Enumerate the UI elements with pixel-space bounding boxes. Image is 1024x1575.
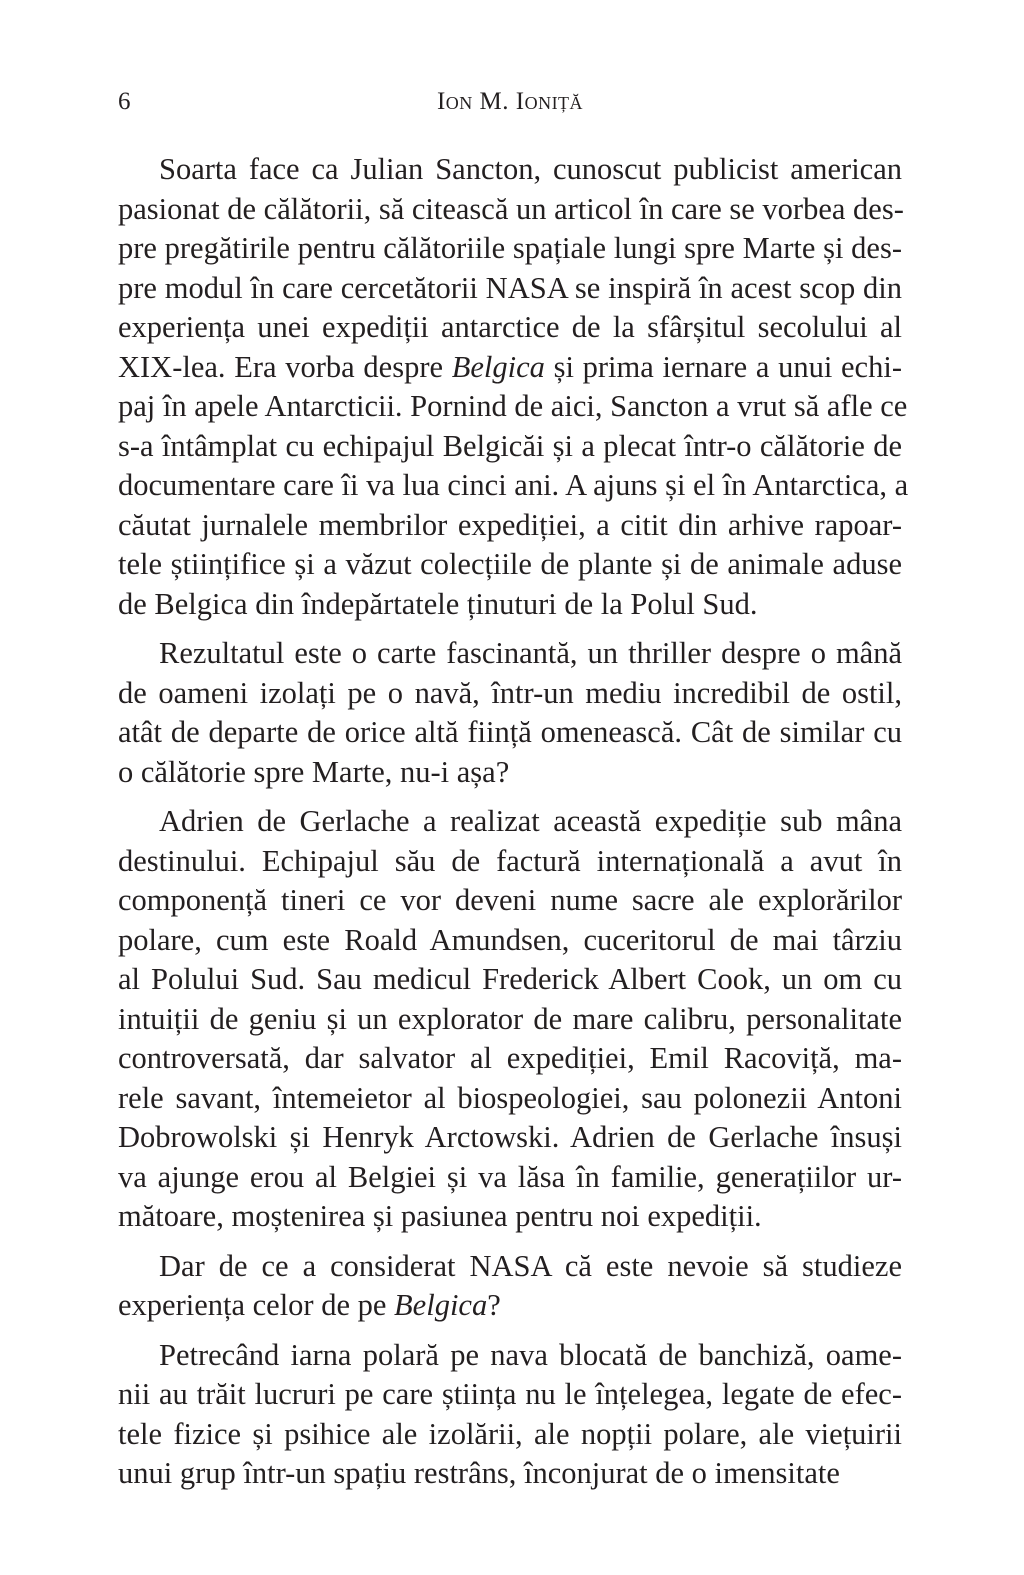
- paragraph: [118, 150, 909, 624]
- text-line: [118, 466, 909, 506]
- text-line: [118, 674, 902, 714]
- text-line: [118, 269, 902, 309]
- italic-title: Belgica: [394, 1288, 488, 1322]
- text-line: [118, 1000, 902, 1040]
- line-segment: unui grup într-un spațiu restrâns, înconjurat de o imensitate: [118, 1456, 840, 1490]
- line-segment: al Polului Sud. Sau medicul Frederick Albert Cook, un om cu: [118, 962, 902, 996]
- italic-title: Belgica: [451, 349, 545, 384]
- paragraph: [118, 1336, 902, 1494]
- line-segment: paj în apele Antarcticii. Pornind de aici, Sancton a vrut să afle ce: [118, 389, 908, 423]
- line-segment: s-a întâmplat cu echipajul Belgicăi și a plecat într-o călătorie de: [118, 428, 902, 463]
- line-segment: tele științifice și a văzut colecțiile de plante și de animale aduse: [118, 547, 902, 581]
- line-segment: experiența celor de pe: [118, 1288, 395, 1322]
- line-segment: Dobrowolski și Henryk Arctowski. Adrien de Gerlache însuși: [118, 1120, 902, 1154]
- line-segment: controversată, dar salvator al expediției, Emil Racoviță, ma-: [118, 1041, 902, 1075]
- body-text: [118, 150, 909, 1504]
- text-line: [118, 1375, 902, 1415]
- line-segment: mătoare, moștenirea și pasiunea pentru noi expediții.: [118, 1199, 762, 1233]
- paragraph: [118, 1247, 902, 1326]
- text-line: [118, 1158, 902, 1198]
- line-segment: Dar de ce a considerat NASA că este nevoie să studieze: [159, 1248, 902, 1283]
- text-line: [118, 506, 902, 546]
- line-segment: documentare care îi va lua cinci ani. A ajuns și el în Antarctica, a: [118, 468, 909, 502]
- text-line: [118, 1079, 902, 1119]
- text-line: [118, 713, 902, 753]
- paragraph: [118, 802, 902, 1237]
- line-segment: Petrecând iarna polară pe nava blocată de banchiză, oame-: [159, 1337, 902, 1372]
- text-line: [118, 1247, 902, 1287]
- line-segment: experiența unei expediții antarctice de la sfârșitul secolului al: [118, 310, 902, 344]
- running-header: [118, 82, 902, 122]
- text-line: [118, 387, 908, 427]
- line-segment: căutat jurnalele membrilor expediției, a citit din arhive rapoar-: [118, 507, 902, 542]
- line-segment: va ajunge erou al Belgiei și va lăsa în familie, generațiilor ur-: [118, 1159, 902, 1194]
- line-segment: nii au trăit lucruri pe care știința nu le înțelegea, legate de efec-: [118, 1377, 902, 1411]
- text-line: [118, 229, 902, 269]
- line-segment: intuiții de geniu și un explorator de mare calibru, personalitate: [118, 1001, 902, 1036]
- text-line: [118, 1039, 902, 1079]
- text-line: [118, 308, 902, 348]
- text-line: [118, 753, 902, 793]
- line-segment: pasionat de călătorii, să citească un articol în care se vorbea des-: [118, 191, 904, 226]
- author-name: Ion M. Ioniță: [436, 88, 584, 115]
- line-segment: și prima iernare a unui echi-: [544, 349, 902, 384]
- text-line: [118, 960, 902, 1000]
- line-segment: Soarta face ca Julian Sancton, cunoscut publicist american: [159, 152, 902, 186]
- text-line: [118, 150, 902, 190]
- text-line: [118, 1336, 902, 1376]
- line-segment: atât de departe de orice altă ființă omenească. Cât de similar cu: [118, 715, 902, 749]
- line-segment: tele fizice și psihice ale izolării, ale nopții polare, ale viețuirii: [118, 1416, 902, 1451]
- text-line: [118, 802, 902, 842]
- text-line: [118, 1454, 902, 1494]
- paragraph: [118, 634, 902, 792]
- line-segment: componență tineri ce vor deveni nume sacre ale explorărilor: [118, 883, 902, 917]
- text-line: [118, 190, 902, 230]
- line-segment: o călătorie spre Marte, nu-i așa?: [118, 754, 510, 789]
- line-segment: ?: [487, 1288, 501, 1322]
- text-line: [118, 427, 902, 467]
- line-segment: pre modul în care cercetătorii NASA se inspiră în acest scop din: [118, 270, 902, 305]
- line-segment: pre pregătirile pentru călătoriile spațiale lungi spre Marte și des-: [118, 231, 902, 265]
- text-line: [118, 842, 902, 882]
- line-segment: de Belgica din îndepărtatele ținuturi de la Polul Sud.: [118, 586, 758, 621]
- line-segment: destinului. Echipajul său de factură internațională a avut în: [118, 843, 902, 878]
- text-line: [118, 1197, 902, 1237]
- text-line: [118, 1286, 902, 1326]
- line-segment: rele savant, întemeietor al biospeologiei, sau polonezii Antoni: [118, 1080, 902, 1115]
- text-line: [118, 585, 902, 625]
- line-segment: XIX-lea. Era vorba despre: [118, 349, 452, 384]
- line-segment: polare, cum este Roald Amundsen, cuceritorul de mai târziu: [118, 922, 902, 957]
- text-line: [118, 921, 902, 961]
- text-line: [118, 545, 902, 585]
- text-line: [118, 881, 902, 921]
- text-line: [118, 1118, 902, 1158]
- text-line: [118, 634, 902, 674]
- line-segment: de oameni izolați pe o navă, într-un mediu incredibil de ostil,: [118, 675, 902, 710]
- line-segment: Rezultatul este o carte fascinantă, un thriller despre o mână: [159, 636, 902, 670]
- line-segment: Adrien de Gerlache a realizat această expediție sub mâna: [159, 804, 902, 838]
- text-line: [118, 1415, 902, 1455]
- page-number: 6: [118, 88, 131, 115]
- text-line: [118, 348, 902, 388]
